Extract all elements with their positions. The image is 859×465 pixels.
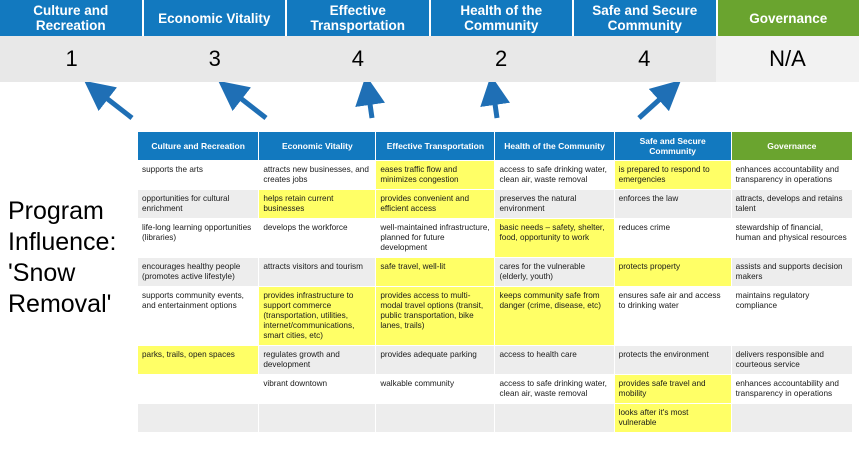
upward-arrow-2 xyxy=(230,90,266,118)
program-influence-caption: Program Influence: 'Snow Removal' xyxy=(8,197,117,318)
matrix-cell: provides infrastructure to support commerce (transportation, utilities, internet/communications, smart cities, etc) xyxy=(259,287,376,346)
matrix-cell: provides adequate parking xyxy=(376,346,495,375)
matrix-cell: protects the environment xyxy=(614,346,731,375)
matrix-row xyxy=(138,258,853,287)
matrix-cell: access to safe drinking water, clean air, waste removal xyxy=(495,375,614,404)
matrix-cell: supports community events, and entertainment options xyxy=(138,287,259,346)
scorecard-header-cell: Safe and Secure Community xyxy=(574,0,718,36)
matrix-cell: access to health care xyxy=(495,346,614,375)
matrix-cell: attracts, develops and retains talent xyxy=(731,190,852,219)
scorecard-score-row xyxy=(0,36,859,82)
matrix-cell: assists and supports decision makers xyxy=(731,258,852,287)
scorecard-score-cell: 3 xyxy=(143,36,286,82)
matrix-cell: basic needs – safety, shelter, food, opportunity to work xyxy=(495,219,614,258)
matrix-row xyxy=(138,346,853,375)
scorecard-score-cell: N/A xyxy=(716,36,859,82)
matrix-column-header: Safe and Secure Community xyxy=(614,132,731,161)
scorecard-score-cell: 1 xyxy=(0,36,143,82)
scorecard-header-cell: Effective Transportation xyxy=(287,0,431,36)
matrix-column-header: Health of the Community xyxy=(495,132,614,161)
matrix-cell: ensures safe air and access to drinking water xyxy=(614,287,731,346)
matrix-cell: helps retain current businesses xyxy=(259,190,376,219)
matrix-row xyxy=(138,161,853,190)
matrix-cell: preserves the natural environment xyxy=(495,190,614,219)
matrix-cell: provides safe travel and mobility xyxy=(614,375,731,404)
matrix-cell: reduces crime xyxy=(614,219,731,258)
matrix-cell: provides convenient and efficient access xyxy=(376,190,495,219)
matrix-cell: protects property xyxy=(614,258,731,287)
matrix-cell: safe travel, well-lit xyxy=(376,258,495,287)
matrix-cell: attracts visitors and tourism xyxy=(259,258,376,287)
outcomes-matrix-table xyxy=(137,131,853,433)
upward-arrow-3 xyxy=(368,90,372,118)
matrix-row xyxy=(138,190,853,219)
scorecard-summary-band xyxy=(0,0,859,82)
matrix-header xyxy=(138,132,853,161)
scorecard-header-cell: Governance xyxy=(718,0,859,36)
matrix-cell: is prepared to respond to emergencies xyxy=(614,161,731,190)
matrix-cell: delivers responsible and courteous service xyxy=(731,346,852,375)
upward-arrow-5 xyxy=(639,90,670,118)
matrix-cell xyxy=(138,375,259,404)
matrix-cell: parks, trails, open spaces xyxy=(138,346,259,375)
matrix-cell: enhances accountability and transparency in operations xyxy=(731,375,852,404)
scorecard-header-cell: Health of the Community xyxy=(431,0,575,36)
matrix-cell: vibrant downtown xyxy=(259,375,376,404)
matrix-cell: maintains regulatory compliance xyxy=(731,287,852,346)
scorecard-score-cell: 2 xyxy=(430,36,573,82)
matrix-cell: life-long learning opportunities (libraries) xyxy=(138,219,259,258)
matrix-column-header: Culture and Recreation xyxy=(138,132,259,161)
matrix-cell: enhances accountability and transparency in operations xyxy=(731,161,852,190)
matrix-cell xyxy=(259,404,376,433)
arrows-svg xyxy=(0,82,859,130)
matrix-cell: opportunities for cultural enrichment xyxy=(138,190,259,219)
matrix-cell xyxy=(495,404,614,433)
matrix-column-header: Governance xyxy=(731,132,852,161)
matrix-cell: access to safe drinking water, clean air, waste removal xyxy=(495,161,614,190)
scorecard-score-cell: 4 xyxy=(573,36,716,82)
matrix-cell: attracts new businesses, and creates jobs xyxy=(259,161,376,190)
matrix-row xyxy=(138,375,853,404)
matrix-column-header: Effective Transportation xyxy=(376,132,495,161)
matrix-cell: encourages healthy people (promotes active lifestyle) xyxy=(138,258,259,287)
scorecard-header-cell: Culture and Recreation xyxy=(0,0,144,36)
upward-arrow-4 xyxy=(493,90,497,118)
matrix-cell xyxy=(731,404,852,433)
matrix-cell: keeps community safe from danger (crime, disease, etc) xyxy=(495,287,614,346)
matrix-cell xyxy=(376,404,495,433)
matrix-cell: supports the arts xyxy=(138,161,259,190)
matrix-row xyxy=(138,404,853,433)
matrix-cell: looks after it's most vulnerable xyxy=(614,404,731,433)
arrows-group xyxy=(0,82,859,130)
scorecard-header-cell: Economic Vitality xyxy=(144,0,288,36)
matrix-column-header: Economic Vitality xyxy=(259,132,376,161)
scorecard-header-row xyxy=(0,0,859,36)
matrix-cell: enforces the law xyxy=(614,190,731,219)
scorecard-score-cell: 4 xyxy=(286,36,429,82)
matrix-cell: well-maintained infrastructure, planned for future development xyxy=(376,219,495,258)
upward-arrow-1 xyxy=(96,90,132,118)
matrix-cell: eases traffic flow and minimizes congestion xyxy=(376,161,495,190)
matrix-body xyxy=(138,161,853,433)
matrix-row xyxy=(138,287,853,346)
matrix-cell xyxy=(138,404,259,433)
matrix-cell: develops the workforce xyxy=(259,219,376,258)
matrix-cell: provides access to multi-modal travel options (transit, public transportation, bike lanes, trails) xyxy=(376,287,495,346)
matrix-row xyxy=(138,219,853,258)
matrix-cell: regulates growth and development xyxy=(259,346,376,375)
matrix-cell: stewardship of financial, human and physical resources xyxy=(731,219,852,258)
matrix-cell: walkable community xyxy=(376,375,495,404)
matrix-cell: cares for the vulnerable (elderly, youth) xyxy=(495,258,614,287)
matrix-header-row xyxy=(138,132,853,161)
